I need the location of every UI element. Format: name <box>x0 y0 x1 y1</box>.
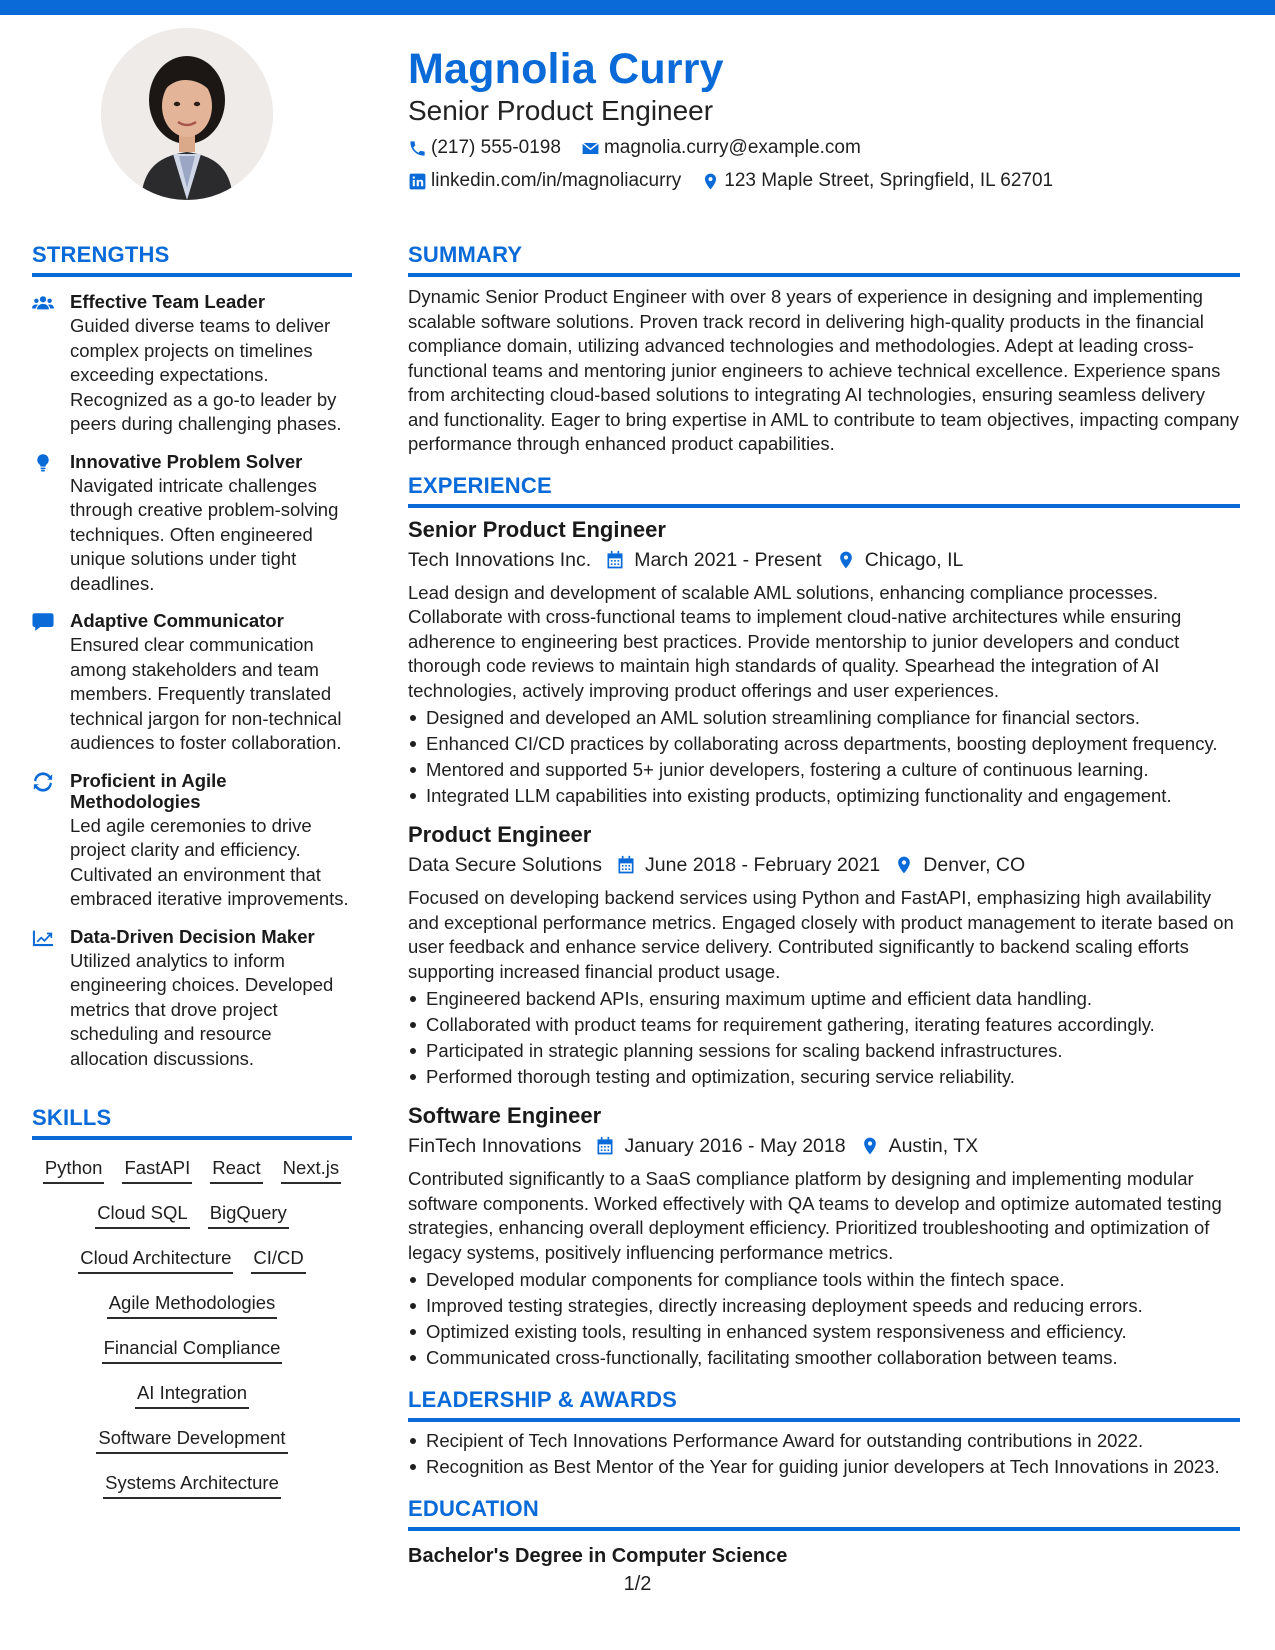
summary-heading: SUMMARY <box>408 242 523 267</box>
envelope-icon <box>581 139 600 158</box>
candidate-name: Magnolia Curry <box>408 45 724 93</box>
skill-row <box>32 1471 352 1499</box>
page-number: 1/2 <box>623 1573 652 1595</box>
leadership-divider <box>408 1418 1240 1422</box>
experience-divider <box>408 504 1240 508</box>
contact-linkedin[interactable] <box>408 170 681 192</box>
job-meta <box>408 547 1240 573</box>
skill-tag: Python <box>43 1156 105 1184</box>
lightbulb-icon <box>32 453 54 473</box>
contact-address <box>701 170 1053 192</box>
education-divider <box>408 1527 1240 1531</box>
job-description: Lead design and development of scalable AML solutions, enhancing compliance processes. Collaborate with cross-functional teams to implement cloud-native architectures while ensuring adherence to engineering best practices. Provide mentorship to junior developers and conduct thorough code reviews to maintain high standards of quality. Spearhead the integration of AI technologies, actively improving product offerings and user experiences. <box>408 581 1182 701</box>
strength-desc: Guided diverse teams to deliver complex projects on timelines exceeding expectations. Recognized as a go-to leader by peers during challenging phases. <box>70 315 342 434</box>
strength-item <box>32 451 352 597</box>
skill-tag: React <box>210 1156 262 1184</box>
chart-line-icon <box>32 928 54 948</box>
skill-tag: FastAPI <box>122 1156 192 1184</box>
skill-row <box>32 1381 352 1409</box>
job-achievements <box>408 986 1240 1090</box>
skills-divider <box>32 1136 352 1140</box>
summary-text: Dynamic Senior Product Engineer with over 8 years of experience in designing and implementing scalable software solutions. Proven track record in delivering high-quality products in the financial compliance domain, utilizing advanced technologies and methodologies. Adept at leading cross-functional teams and mentoring junior engineers to achieve technical excellence. Experience spans from architecting cloud-based solutions to integrating AI technologies, ensuring seamless delivery and functionality. Eager to bring expertise in AML to contribute to team objectives, impacting company performance through enhanced product capabilities. <box>408 286 1239 454</box>
strength-item <box>32 926 352 1072</box>
strength-name: Innovative Problem Solver <box>70 450 303 472</box>
top-accent-bar <box>0 0 1275 15</box>
profile-photo <box>101 28 273 200</box>
job-location-text: Austin, TX <box>888 1135 979 1157</box>
job-dates <box>605 547 822 573</box>
experience-heading: EXPERIENCE <box>408 472 552 498</box>
achievement-item: Participated in strategic planning sessions for scaling backend infrastructures. <box>408 1038 1240 1064</box>
linkedin-icon <box>408 172 427 191</box>
experience-entry <box>408 821 1240 1090</box>
summary-divider <box>408 273 1240 277</box>
contact-email[interactable] <box>581 137 861 159</box>
skill-tag: Cloud SQL <box>95 1201 190 1229</box>
strength-name: Data-Driven Decision Maker <box>70 925 315 947</box>
users-icon <box>32 293 54 313</box>
achievement-item: Developed modular components for compliance tools within the fintech space. <box>408 1267 1240 1293</box>
linkedin-text[interactable]: linkedin.com/in/magnoliacurry <box>431 170 682 191</box>
calendar-icon <box>616 855 636 875</box>
leadership-list <box>408 1428 1240 1480</box>
job-dates-text: January 2016 - May 2018 <box>624 1135 846 1157</box>
skills-heading: SKILLS <box>32 1105 112 1130</box>
skill-tag: Cloud Architecture <box>78 1246 233 1274</box>
education-heading: EDUCATION <box>408 1496 539 1521</box>
strength-item <box>32 770 352 912</box>
achievement-item: Enhanced CI/CD practices by collaborating across departments, boosting deployment frequency. <box>408 731 1240 757</box>
strength-name: Proficient in Agile Methodologies <box>70 769 227 812</box>
job-description: Contributed significantly to a SaaS compliance platform by designing and implementing modular software components. Worked effectively with QA teams to develop and optimize automated testing strategies, enhancing overall deployment efficiency. Prioritized troubleshooting and optimization of legacy systems, positively influencing performance metrics. <box>408 1168 1222 1263</box>
skill-tag: BigQuery <box>208 1201 289 1229</box>
achievement-item: Performed thorough testing and optimization, securing service reliability. <box>408 1064 1240 1090</box>
contact-row-2 <box>408 169 1238 193</box>
skill-row <box>32 1246 352 1274</box>
job-meta <box>408 852 1240 878</box>
skill-row <box>32 1336 352 1364</box>
phone-icon <box>408 139 427 158</box>
skill-tag: Software Development <box>96 1426 287 1454</box>
skill-tag: CI/CD <box>251 1246 305 1274</box>
skill-tag: Systems Architecture <box>103 1471 281 1499</box>
job-location <box>836 547 964 573</box>
achievement-item: Engineered backend APIs, ensuring maximum uptime and efficient data handling. <box>408 986 1240 1012</box>
experience-entry <box>408 1102 1240 1371</box>
right-column <box>408 242 1240 1569</box>
skill-tag: Financial Compliance <box>102 1336 283 1364</box>
strength-item <box>32 291 352 437</box>
job-title: Senior Product Engineer <box>408 516 666 542</box>
contact-phone <box>408 137 561 159</box>
strength-name: Adaptive Communicator <box>70 610 284 631</box>
skill-row <box>32 1201 352 1229</box>
map-pin-icon <box>701 172 720 191</box>
job-location <box>860 1133 979 1159</box>
profile-photo-illustration <box>101 28 273 200</box>
chat-bubble-icon <box>32 612 54 632</box>
job-title: Software Engineer <box>408 1103 602 1128</box>
map-pin-icon <box>836 550 856 570</box>
job-location <box>894 852 1025 878</box>
skill-tag: Next.js <box>281 1156 342 1184</box>
job-title: Product Engineer <box>408 822 592 847</box>
award-item: Recipient of Tech Innovations Performance Award for outstanding contributions in 2022. <box>408 1428 1240 1454</box>
strength-desc: Led agile ceremonies to drive project clarity and efficiency. Cultivated an environment that embraced iterative improvements. <box>70 814 349 909</box>
education-degree: Bachelor's Degree in Computer Science <box>408 1545 788 1567</box>
achievement-item: Communicated cross-functionally, facilitating smoother collaboration between teams. <box>408 1345 1240 1371</box>
strengths-heading: STRENGTHS <box>32 242 170 267</box>
job-achievements <box>408 705 1240 809</box>
job-location-text: Denver, CO <box>923 854 1026 876</box>
job-location-text: Chicago, IL <box>864 548 964 571</box>
strength-item <box>32 610 352 756</box>
achievement-item: Designed and developed an AML solution streamlining compliance for financial sectors. <box>408 705 1240 731</box>
address-text: 123 Maple Street, Springfield, IL 62701 <box>724 170 1054 191</box>
job-company: Data Secure Solutions <box>408 854 603 876</box>
achievement-item: Mentored and supported 5+ junior developers, fostering a culture of continuous learning. <box>408 757 1240 783</box>
award-item: Recognition as Best Mentor of the Year for guiding junior developers at Tech Innovations in 2023. <box>408 1454 1240 1480</box>
job-meta <box>408 1133 1240 1159</box>
job-dates-text: June 2018 - February 2021 <box>645 854 881 876</box>
contact-row-1 <box>408 136 1238 160</box>
calendar-icon <box>605 550 625 570</box>
experience-entry <box>408 516 1240 810</box>
leadership-heading: LEADERSHIP & AWARDS <box>408 1387 678 1412</box>
strength-desc: Utilized analytics to inform engineering choices. Developed metrics that drove project scheduling and resource allocation discussions. <box>70 949 334 1069</box>
sync-icon <box>32 772 54 792</box>
job-company: FinTech Innovations <box>408 1135 582 1157</box>
job-dates-text: March 2021 - Present <box>634 548 822 571</box>
skill-row <box>32 1291 352 1319</box>
job-description: Focused on developing backend services using Python and FastAPI, emphasizing high availability and exceptional performance metrics. Engaged closely with product management to iterate based on user feedback and enhance service delivery. Contributed significantly to backend scaling efforts supporting increased financial product usage. <box>408 887 1234 982</box>
achievement-item: Optimized existing tools, resulting in enhanced system responsiveness and efficiency. <box>408 1319 1240 1345</box>
strength-name: Effective Team Leader <box>70 291 266 312</box>
email-text[interactable]: magnolia.curry@example.com <box>603 137 861 158</box>
calendar-icon <box>595 1136 615 1156</box>
phone-text: (217) 555-0198 <box>431 137 561 158</box>
skills-list <box>32 1156 352 1499</box>
candidate-title: Senior Product Engineer <box>408 95 714 126</box>
job-dates <box>595 1133 845 1159</box>
achievement-item: Improved testing strategies, directly increasing deployment speeds and reducing errors. <box>408 1293 1240 1319</box>
job-dates <box>616 852 880 878</box>
strength-desc: Navigated intricate challenges through creative problem-solving techniques. Often engineered unique solutions under tight deadlines. <box>70 474 339 594</box>
achievement-item: Integrated LLM capabilities into existing products, optimizing functionality and engagement. <box>408 783 1240 809</box>
left-column <box>32 242 352 1516</box>
map-pin-icon <box>860 1136 880 1156</box>
map-pin-icon <box>894 855 914 875</box>
skill-tag: AI Integration <box>135 1381 249 1409</box>
resume-header <box>408 44 1238 193</box>
achievement-item: Collaborated with product teams for requirement gathering, iterating features accordingly. <box>408 1012 1240 1038</box>
strength-desc: Ensured clear communication among stakeholders and team members. Frequently translated technical jargon for non-technical audiences to foster collaboration. <box>70 634 342 753</box>
skill-row <box>32 1426 352 1454</box>
job-achievements <box>408 1267 1240 1371</box>
job-company: Tech Innovations Inc. <box>408 548 592 571</box>
skill-tag: Agile Methodologies <box>107 1291 278 1319</box>
strengths-divider <box>32 273 352 277</box>
skill-row <box>32 1156 352 1184</box>
